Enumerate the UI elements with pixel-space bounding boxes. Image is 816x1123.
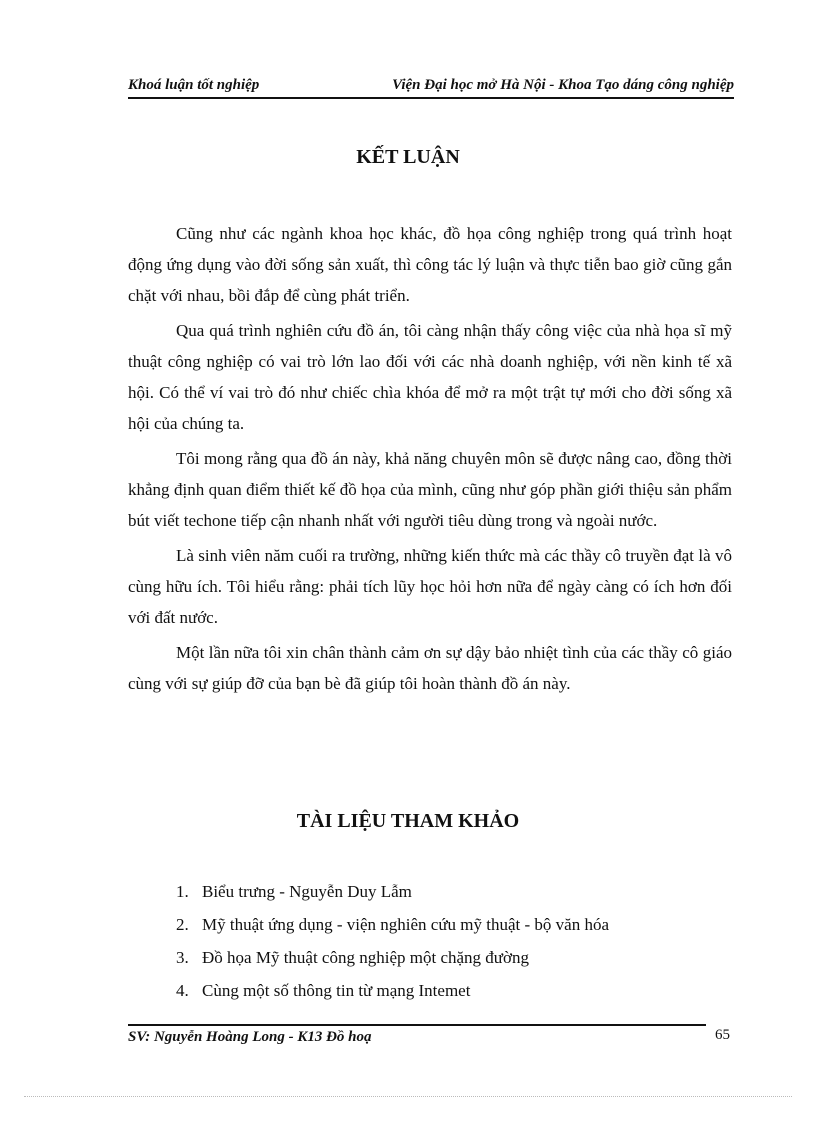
reference-item xyxy=(176,979,609,1012)
reference-number: 2. xyxy=(176,915,189,934)
page-footer xyxy=(128,1029,732,1046)
footer-author: SV: Nguyễn Hoàng Long - K13 Đồ hoạ xyxy=(128,1029,372,1045)
page-edge-divider xyxy=(24,1096,792,1097)
header-left: Khoá luận tốt nghiệp xyxy=(128,77,260,93)
page-number: 65 xyxy=(715,1027,730,1043)
reference-text: Đồ họa Mỹ thuật công nghiệp một chặng đường xyxy=(202,948,529,967)
footer-divider xyxy=(128,1024,706,1026)
reference-item xyxy=(176,946,609,979)
reference-item xyxy=(176,913,609,946)
header-right: Viện Đại học mở Hà Nội - Khoa Tạo dáng công nghiệp xyxy=(392,77,734,93)
conclusion-title: KẾT LUẬN xyxy=(356,146,460,168)
conclusion-body xyxy=(128,218,732,703)
paragraph: Qua quá trình nghiên cứu đồ án, tôi càng nhận thấy công việc của nhà họa sĩ mỹ thuật công nghiệp có vai trò lớn lao đối với các nhà doanh nghiệp, với nền kinh tế xã hội. Có thể ví vai trò đó như chiếc chìa khóa để mở ra một trật tự mới cho đời sống xã hội của chúng ta. xyxy=(128,321,732,433)
paragraph: Tôi mong rằng qua đồ án này, khả năng chuyên môn sẽ được nâng cao, đồng thời khẳng định quan điểm thiết kế đồ họa của mình, cũng như góp phần giới thiệu sản phẩm bút viết techone tiếp cận nhanh nhất với người tiêu dùng trong và ngoài nước. xyxy=(128,449,732,530)
reference-text: Cùng một số thông tin từ mạng Intemet xyxy=(202,981,471,1000)
paragraph: Là sinh viên năm cuối ra trường, những kiến thức mà các thầy cô truyền đạt là vô cùng hữu ích. Tôi hiểu rằng: phải tích lũy học hỏi hơn nữa để ngày càng có ích hơn đối với đất nước. xyxy=(128,546,732,627)
references-title: TÀI LIỆU THAM KHẢO xyxy=(296,810,520,832)
reference-number: 1. xyxy=(176,882,189,901)
paragraph: Một lần nữa tôi xin chân thành cảm ơn sự dậy bảo nhiệt tình của các thầy cô giáo cùng với sự giúp đỡ của bạn bè đã giúp tôi hoàn thành đồ án này. xyxy=(128,643,732,693)
reference-number: 3. xyxy=(176,948,189,967)
reference-text: Biểu trưng - Nguyễn Duy Lẫm xyxy=(202,882,412,901)
reference-item xyxy=(176,880,609,913)
paragraph: Cũng như các ngành khoa học khác, đồ họa công nghiệp trong quá trình hoạt động ứng dụng vào đời sống sản xuất, thì công tác lý luận và thực tiễn bao giờ cũng gắn chặt với nhau, bồi đắp để cùng phát triển. xyxy=(128,224,732,305)
reference-list xyxy=(176,880,609,1012)
reference-text: Mỹ thuật ứng dụng - viện nghiên cứu mỹ thuật - bộ văn hóa xyxy=(202,915,609,934)
page-header xyxy=(128,77,734,99)
reference-number: 4. xyxy=(176,981,189,1000)
